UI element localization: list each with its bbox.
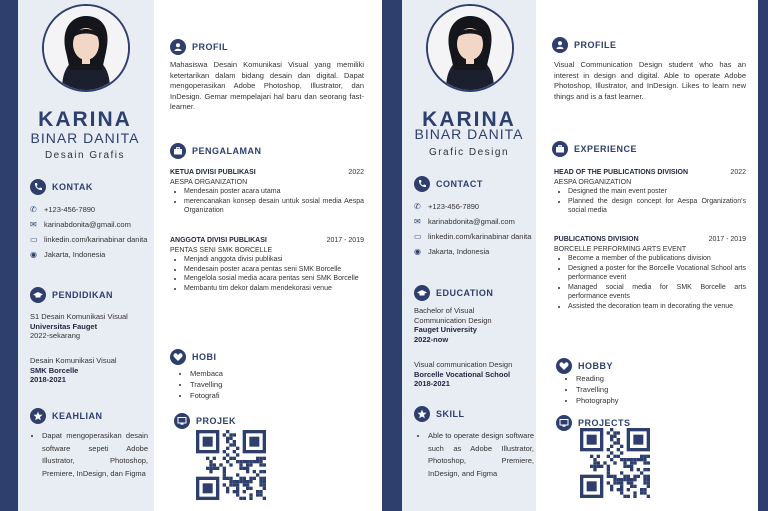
education-icon: [30, 287, 46, 303]
hobby-title: HOBBY: [578, 361, 614, 371]
hobby-item: • Travelling: [190, 379, 296, 390]
skill-section-header: [414, 406, 465, 422]
experience-title: PENGALAMAN: [192, 146, 262, 156]
hobby-list: [176, 368, 296, 401]
experience-item: ANGGOTA DIVISI PUBLIKASI 2017 - 2019 PENTAS SENI SMK BORCELLE • Menjadi anggota divisi publikasi • Mendesain poster acara pentas seni SMK Borcelle • Mengelola sosial media acara pentas seni SMK Borcelle • Membantu tim dekor dalam mendekorasi venue: [170, 236, 364, 293]
experience-item: HEAD OF THE PUBLICATIONS DIVISION 2022 AESPA ORGANIZATION • Designed the main event poster • Planned the design concept for Aespa Organization's social media: [554, 168, 746, 216]
mail-icon: ✉: [30, 220, 37, 229]
education-item: S1 Desain Komunikasi Visual Universitas Fauget 2022-sekarang: [30, 312, 128, 340]
profile-section-header: [170, 39, 228, 55]
education-section-header: [30, 287, 113, 303]
education-item: Visual communication Design Borcelle Vocational School 2018-2021: [414, 360, 513, 388]
star-icon: [30, 408, 46, 424]
experience-bullet: • Menjadi anggota divisi publikasi: [184, 255, 364, 265]
experience-section-header: [170, 143, 262, 159]
experience-bullet: • Planned the design concept for Aespa Organization's social media: [568, 197, 746, 216]
last-name: BINAR DANITA: [414, 126, 524, 142]
contact-location: ◉ Jakarta, Indonesia: [414, 247, 490, 256]
experience-bullet: • Mendesain poster acara pentas seni SMK Borcelle: [184, 265, 364, 275]
skills-list: [414, 430, 534, 480]
phone-icon: ✆: [414, 202, 421, 211]
experience-bullet: • Mendesain poster acara utama: [184, 187, 364, 197]
qr-code[interactable]: [580, 428, 650, 498]
hobby-section-header: [170, 349, 217, 365]
hobby-item: • Fotografi: [190, 390, 296, 401]
education-item: Desain Komunikasi Visual SMK Borcelle 2018-2021: [30, 356, 117, 384]
monitor-icon: [174, 413, 190, 429]
monitor-icon: [556, 415, 572, 431]
resume-english: [402, 0, 758, 511]
resume-indonesian: [18, 0, 382, 511]
projects-section-header: [174, 413, 236, 429]
center-frame-bar: [382, 0, 402, 511]
education-item: Bachelor of Visual Communication Design Fauget University 2022-now: [414, 306, 492, 344]
contact-phone: ✆ +123-456-7890: [414, 202, 480, 211]
first-name: KARINA: [38, 108, 132, 131]
contact-phone: ✆ +123-456-7890: [30, 205, 96, 214]
education-title: PENDIDIKAN: [52, 290, 114, 300]
profile-photo: [426, 4, 514, 92]
right-frame-bar: [758, 0, 768, 511]
phone-icon: [414, 176, 430, 192]
experience-bullet: • Designed a poster for the Borcelle Vocational School arts performance event: [568, 264, 746, 283]
location-pin-icon: ◉: [30, 250, 37, 259]
experience-bullet: • Membantu tim dekor dalam mendekorasi venue: [184, 284, 364, 294]
skills-list: [28, 430, 148, 480]
experience-title: EXPERIENCE: [574, 144, 638, 154]
contact-title: KONTAK: [52, 182, 93, 192]
contact-linkedin[interactable]: ▭ linkedin.com/karinabinar danita: [414, 232, 532, 241]
job-role: Grafic Design: [428, 147, 510, 158]
education-icon: [414, 285, 430, 301]
star-icon: [414, 406, 430, 422]
user-icon: [552, 37, 568, 53]
briefcase-icon: [170, 143, 186, 159]
phone-icon: ✆: [30, 205, 37, 214]
contact-location: ◉ Jakarta, Indonesia: [30, 250, 106, 259]
user-icon: [170, 39, 186, 55]
contact-title: CONTACT: [436, 179, 483, 189]
skill-title: SKILL: [436, 409, 465, 419]
heart-icon: [170, 349, 186, 365]
profile-section-header: [552, 37, 617, 53]
contact-linkedin[interactable]: ▭ linkedin.com/karinabinar danita: [30, 235, 148, 244]
experience-bullet: • merencanakan konsep desain untuk sosial media Aespa Organization: [184, 197, 364, 216]
education-title: EDUCATION: [436, 288, 494, 298]
skills-section-header: [30, 408, 103, 424]
experience-item: PUBLICATIONS DIVISION 2017 - 2019 BORCELLE PERFORMING ARTS EVENT • Become a member of the publications division • Designed a poster for the Borcelle Vocational School arts performance event • Managed social media for SMK Borcelle arts performance events • Assisted the decoration team in decorating the venue: [554, 235, 746, 311]
contact-email[interactable]: ✉ karinabdonita@gmail.com: [30, 220, 131, 229]
education-section-header: [414, 285, 493, 301]
qr-code[interactable]: [196, 430, 266, 500]
experience-bullet: • Mengelola sosial media acara pentas seni SMK Borcelle: [184, 274, 364, 284]
contact-list: [30, 205, 148, 265]
link-icon: ▭: [414, 232, 422, 241]
skill-item: • Able to operate design software such as Adobe Illustrator, Photoshop, Premiere, InDesign, and Figma: [428, 430, 534, 480]
heart-icon: [556, 358, 572, 374]
contact-section-header: [30, 179, 93, 195]
experience-bullet: • Assisted the decoration team in decorating the venue: [568, 302, 746, 312]
projects-title: PROJECTS: [578, 418, 631, 428]
profile-text: Mahasiswa Desain Komunikasi Visual yang memiliki ketertarikan dalam bidang desain dan digital. Dapat mengoperasikan Adobe Photoshop, Illustrator, dan InDesign. Gemar mempelajari hal baru dan seorang fast-learner.: [170, 60, 364, 111]
hobby-list: [562, 373, 682, 406]
experience-bullet: • Designed the main event poster: [568, 187, 746, 197]
location-pin-icon: ◉: [414, 247, 421, 256]
hobby-section-header: [556, 358, 613, 374]
last-name: BINAR DANITA: [30, 130, 140, 146]
phone-icon: [30, 179, 46, 195]
profile-title: PROFIL: [192, 42, 228, 52]
hobby-item: • Membaca: [190, 368, 296, 379]
skills-title: KEAHLIAN: [52, 411, 103, 421]
contact-list: [414, 202, 532, 262]
briefcase-icon: [552, 141, 568, 157]
experience-bullet: • Managed social media for SMK Borcelle arts performance events: [568, 283, 746, 302]
profile-photo: [42, 4, 130, 92]
hobby-item: • Reading: [576, 373, 682, 384]
profile-text: Visual Communication Design student who has an interest in design and digital. Able to operate Adobe Photoshop, Illustrator, and InDesign. Likes to learn new things and is a fast learner.: [554, 60, 746, 101]
first-name: KARINA: [422, 108, 516, 131]
contact-section-header: [414, 176, 483, 192]
projects-title: PROJEK: [196, 416, 237, 426]
mail-icon: ✉: [414, 217, 421, 226]
hobby-item: • Photography: [576, 395, 682, 406]
experience-bullet: • Become a member of the publications division: [568, 254, 746, 264]
experience-section-header: [552, 141, 637, 157]
contact-email[interactable]: ✉ karinabdonita@gmail.com: [414, 217, 515, 226]
skill-item: • Dapat mengoperasikan desain software sepeti Adobe Illustrator, Photoshop, Premiere, InDesign, dan Figma: [42, 430, 148, 480]
job-role: Desain Grafis: [44, 150, 126, 161]
left-frame-bar: [0, 0, 18, 511]
profile-title: PROFILE: [574, 40, 617, 50]
link-icon: ▭: [30, 235, 38, 244]
experience-item: KETUA DIVISI PUBLIKASI 2022 AESPA ORGANIZATION • Mendesain poster acara utama • merencanakan konsep desain untuk sosial media Aespa Organization: [170, 168, 364, 216]
hobby-title: HOBI: [192, 352, 217, 362]
hobby-item: • Travelling: [576, 384, 682, 395]
